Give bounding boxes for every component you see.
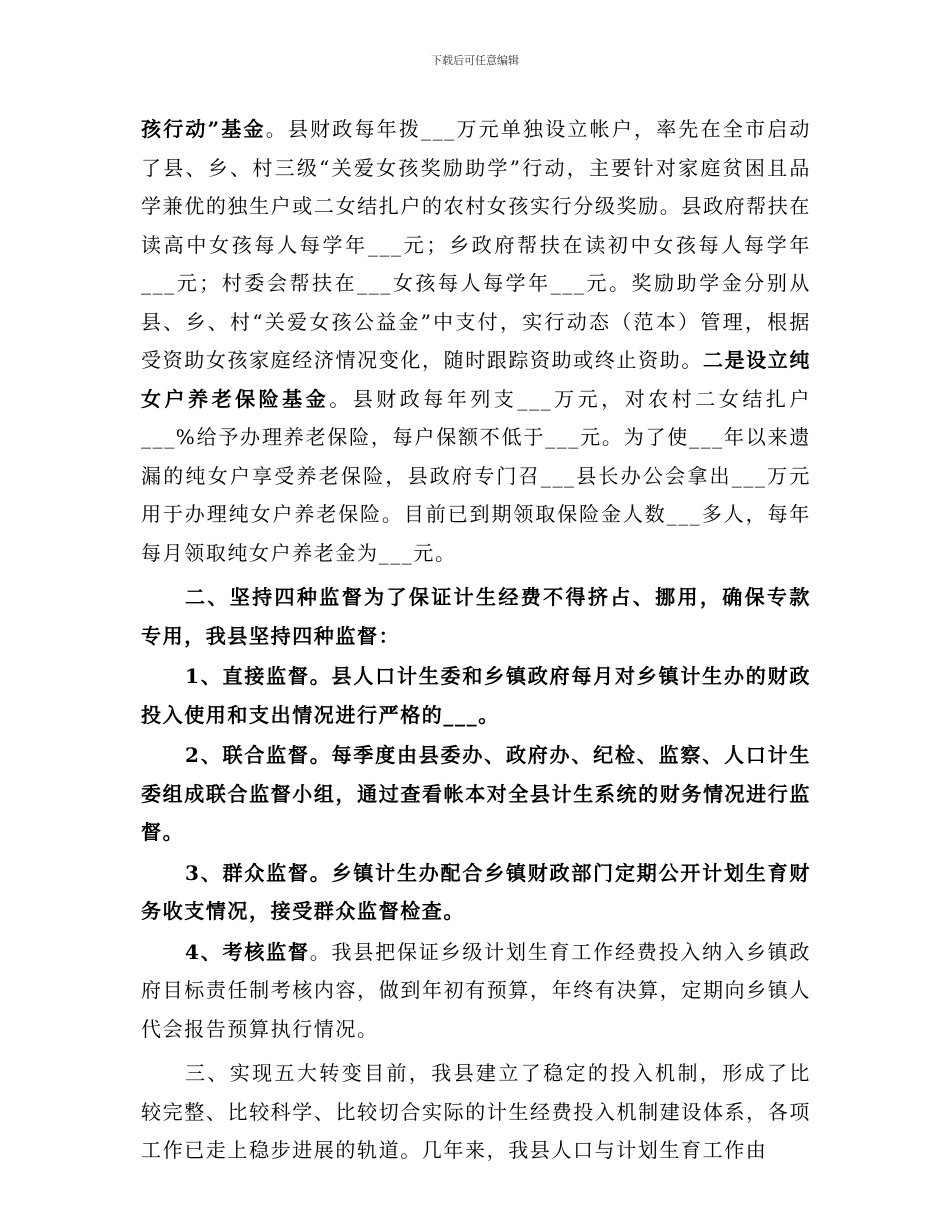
text-run: 二是设立纯女户养老保险基金 xyxy=(141,348,812,411)
document-body xyxy=(141,110,811,1170)
text-run: 1、直接监督。县人口计生委和乡镇政府每月对乡镇计生办的财政投入使用和支出情况进行严格的___。 xyxy=(141,664,811,727)
text-run: 4、考核监督 xyxy=(185,939,310,964)
text-run: 。县财政每年拨___万元单独设立帐户，率先在全市启动了县、乡、村三级“关爱女孩奖励助学”行动，主要针对家庭贫困且品学兼优的独生户或二女结扎户的农村女孩实行分级奖励。县政府帮扶在读高中女孩每人每学年___元；乡政府帮扶在读初中女孩每人每学年___元；村委会帮扶在___女孩每人每学年___元。奖励助学金分别从县、乡、村“关爱女孩公益金”中支付，实行动态（范本）管理，根据受资助女孩家庭经济情况变化，随时跟踪资助或终止资助。 xyxy=(141,117,811,372)
text-run: 2、联合监督。每季度由县委办、政府办、纪检、监察、人口计生委组成联合监督小组，通过查看帐本对全县计生系统的财务情况进行监督。 xyxy=(141,743,811,844)
text-run: 二、坚持四种监督为了保证计生经费不得挤占、挪用，确保专款专用，我县坚持四种监督： xyxy=(141,585,811,648)
paragraph-assessment-supervision xyxy=(141,933,811,1049)
page-header-note: 下载后可任意编辑 xyxy=(431,54,519,67)
text-run: 。我县把保证乡级计划生育工作经费投入纳入乡镇政府目标责任制考核内容，做到年初有预算，年终有决算，定期向乡镇人代会报告预算执行情况。 xyxy=(141,939,811,1041)
text-run: 三、实现五大转变目前，我县建立了稳定的投入机制，形成了比较完整、比较科学、比较切合实际的计生经费投入机制建设体系，各项工作已走上稳步进展的轨道。几年来，我县人口与计划生育工作由 xyxy=(141,1061,811,1162)
paragraph-fund-details xyxy=(141,110,811,572)
paragraph-direct-supervision xyxy=(141,657,811,734)
paragraph-public-supervision xyxy=(141,854,811,931)
paragraph-section-three xyxy=(141,1054,811,1170)
paragraph-section-two-heading xyxy=(141,578,811,655)
text-run: 。县财政每年列支___万元，对农村二女结扎户___%给予办理养老保险，每户保额不低于___元。为了使___年以来遗漏的纯女户享受养老保险，县政府专门召___县长办公会拿出___万元用于办理纯女户养老保险。目前已到期领取保险金人数___多人，每年每月领取纯女户养老金为___元。 xyxy=(141,386,811,565)
text-run: 3、群众监督。乡镇计生办配合乡镇财政部门定期公开计划生育财务收支情况，接受群众监督检查。 xyxy=(141,860,811,923)
text-run: 孩行动”基金 xyxy=(141,117,266,141)
paragraph-joint-supervision xyxy=(141,736,811,852)
